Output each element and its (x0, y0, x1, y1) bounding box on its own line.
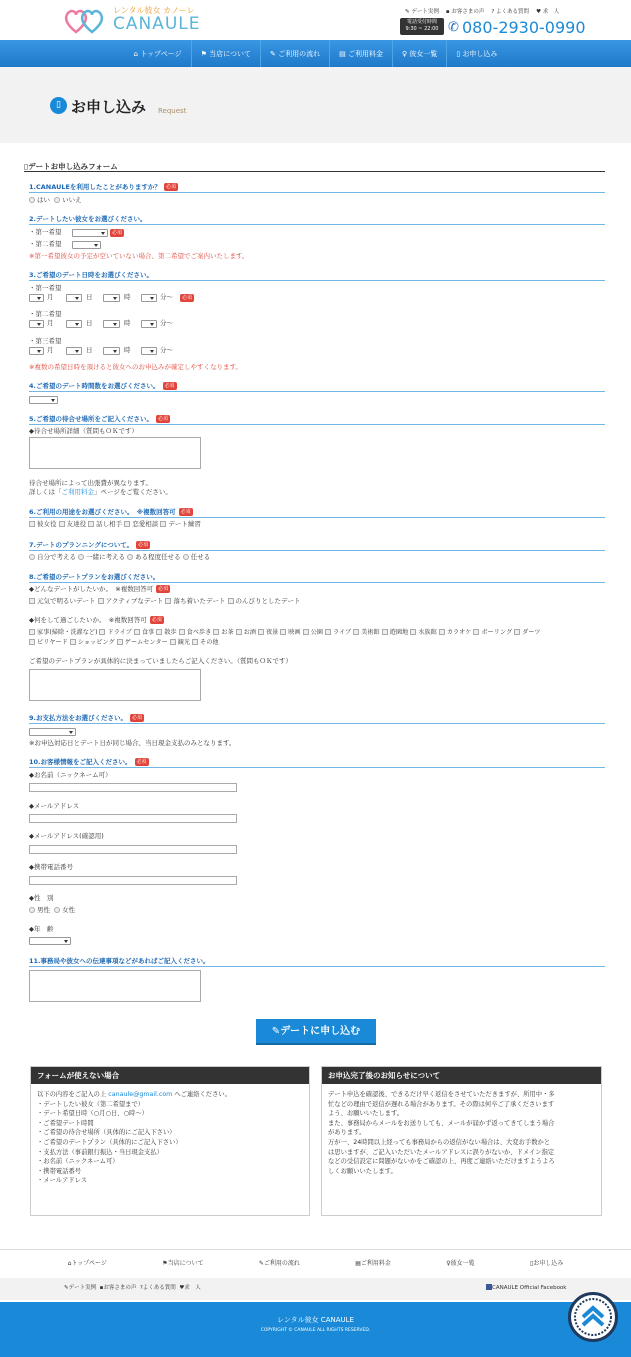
phone-icon: ✆ (448, 20, 459, 35)
link-recruit[interactable]: ♥求 人 (179, 1285, 201, 1291)
q8-check[interactable]: のんびりとしたデート (228, 597, 301, 605)
completion-info-text (322, 1084, 601, 1182)
q4-hours-select[interactable] (29, 396, 58, 404)
nav-price[interactable]: ▤ ご利用料金 (329, 40, 392, 67)
q5-label: ◆待合せ場所詳細（質問もＯＫです） (29, 427, 138, 435)
q5-note-1: 待合せ場所によって出張費が異なります。 (29, 479, 152, 487)
q1-options (29, 196, 82, 205)
footer-nav-about[interactable]: ⚑当店について (162, 1260, 204, 1267)
divider (29, 280, 605, 281)
mobile-icon: ▯ (50, 97, 67, 114)
q7-radio[interactable]: ある程度任せる (127, 553, 181, 561)
option-label: 家事(掃除・洗濯など) (37, 629, 98, 636)
link-recruit[interactable]: ♥ 求 人 (536, 9, 560, 15)
divider (29, 391, 605, 392)
email-confirm-input[interactable] (29, 845, 237, 854)
nav-request[interactable]: ▯ お申し込み (446, 40, 506, 67)
q7-radio[interactable]: 任せる (183, 553, 211, 561)
nav-about[interactable]: ⚑ 当店について (191, 40, 260, 67)
fallback-item: ・支払方法（事前銀行振込・当日現金支払） (37, 1148, 163, 1156)
q8-check[interactable] (29, 639, 68, 646)
info-line: は思いますが、ご記入いただいたメールアドレスに誤りがないか、ドメイン指定 (328, 1148, 555, 1156)
message-textarea[interactable] (29, 970, 201, 1002)
q3-minute-select-3[interactable] (141, 347, 157, 355)
q2-first-select[interactable] (72, 229, 108, 237)
nav-flow[interactable]: ✎ ご利用の流れ (260, 40, 329, 67)
q8-check[interactable] (514, 629, 540, 636)
tel-input[interactable] (29, 876, 237, 885)
name-input[interactable] (29, 783, 237, 792)
email-confirm-label: ◆メールアドレス(確認用) (29, 832, 104, 840)
minute-label: 分〜 (160, 293, 173, 301)
q8-check[interactable] (303, 629, 323, 636)
q8-check[interactable] (439, 629, 472, 636)
q3-label-1: ・第一希望 (29, 284, 62, 292)
date-plan-textarea[interactable] (29, 669, 201, 701)
option-label: ライブ (332, 629, 352, 636)
q3-day-select-2[interactable] (66, 320, 82, 328)
option-label: お茶 (221, 629, 234, 636)
info-line: しくお願いいたします。 (328, 1167, 397, 1175)
fallback-item-list (37, 1100, 303, 1186)
email-input[interactable] (29, 814, 237, 823)
q3-day-select-3[interactable] (66, 347, 82, 355)
link-faq[interactable]: ?よくある質問 (139, 1285, 176, 1291)
q1-radio-no[interactable]: いいえ (52, 196, 82, 204)
option-label: ビリヤード (37, 639, 68, 646)
q8-check[interactable] (117, 639, 168, 646)
age-select[interactable] (29, 937, 71, 945)
q3-month-select-2[interactable] (29, 320, 44, 328)
q2-first-label: ・第一希望 (29, 228, 62, 236)
q3-label-2: ・第二希望 (29, 310, 62, 318)
q8-options-1 (29, 597, 301, 606)
link-customer-voice[interactable]: ▪ お客さまの声 (445, 9, 485, 15)
q5-note-2: 詳しくは「ご利用料金」ページをご覧ください。 (29, 488, 172, 496)
option-label: 水族館 (418, 629, 437, 636)
q8-check[interactable] (382, 629, 409, 636)
option-label: ゲームセンター (124, 639, 168, 646)
main-nav (0, 40, 631, 67)
q3-minute-select-1[interactable] (141, 294, 157, 302)
option-label: 美術館 (361, 629, 380, 636)
completion-info-heading: お申込完了後のお知らせについて (322, 1067, 601, 1084)
option-label: カラオケ (446, 629, 472, 636)
option-label: 映画 (288, 629, 301, 636)
q3-hour-select-2[interactable] (103, 320, 120, 328)
divider (29, 192, 605, 193)
q3-hour-select-1[interactable] (103, 294, 120, 302)
q3-heading: 3.ご希望のデート日時をお選びください。 (29, 271, 153, 279)
day-label: 日 (86, 293, 93, 301)
fallback-item: ・お名前（ニックネーム可） (37, 1158, 119, 1166)
q2-note: ※第一希望彼女の予定が空いていない場合、第二希望でご案内いたします。 (29, 252, 249, 260)
info-line: デート申込を確認後、できるだけ早く返信をさせていただきますが、所用中・多 (328, 1091, 555, 1098)
fallback-item: ・ご希望の待合せ場所（具体的にご記入下さい） (37, 1129, 176, 1137)
phone-hours-badge: 電話受付時間 9:30 ~ 22:00 (400, 18, 444, 35)
q7-options (29, 553, 210, 562)
divider (29, 767, 605, 768)
q7-radio[interactable]: 一緒に考える (78, 553, 125, 561)
divider (29, 582, 605, 583)
q5-heading: 5.ご希望の待合せ場所をご記入ください。 必須 (29, 415, 169, 423)
footer-sublinks (64, 1284, 201, 1293)
logo-subtitle[interactable]: レンタル彼女 カノーレ (113, 6, 195, 15)
minute-label: 分〜 (160, 319, 173, 327)
email-label: ◆メールアドレス (29, 802, 80, 810)
q11-heading: 11.事務局や彼女への伝達事項などがあればご記入ください。 (29, 957, 210, 965)
q3-note: ※複数の希望日時を頂けると彼女へのお申込みが確定しやすくなります。 (29, 363, 242, 371)
month-label: 月 (47, 319, 54, 327)
q8-check[interactable] (179, 629, 212, 636)
money-icon: ▤ (339, 49, 346, 58)
copyright: COPYRIGHT © CANAULE ALL RIGHTS RESERVED. (260, 1328, 371, 1333)
gender-radio-male[interactable]: 男性 (29, 906, 50, 914)
q6-check[interactable]: 友達役 (59, 520, 87, 528)
q7-radio[interactable]: 自分で考える (29, 553, 76, 561)
page-title-en: Request (158, 107, 187, 115)
q8-check[interactable] (29, 629, 98, 636)
nav-girls[interactable]: ♀ 彼女一覧 (392, 40, 446, 67)
q7-heading: 7.デートのプランニングについて。 必須 (29, 541, 149, 549)
divider (29, 723, 605, 724)
info-line: 忙などの理由で返信が遅れる場合があります。その際は何卒ご了承くださいます (328, 1100, 555, 1108)
name-label: ◆お名前（ニックネーム可） (29, 771, 112, 779)
q8-free-label: ご希望のデートプランが具体的に決まっていましたらご記入ください。（質問もＯＫです） (29, 657, 293, 665)
option-label: 夜景 (265, 629, 279, 636)
form-title: ▯デートお申し込みフォーム (24, 162, 118, 171)
q8-check[interactable] (410, 629, 437, 636)
site-header (0, 0, 631, 40)
option-label: ボーリング (481, 629, 513, 636)
option-label: 食べ歩き (186, 629, 212, 636)
q6-check[interactable]: デート練習 (160, 520, 201, 528)
q10-heading: 10.お客様情報をご記入ください。 必須 (29, 758, 147, 766)
gender-label: ◆性 別 (29, 894, 54, 902)
option-label: お酒 (243, 629, 256, 636)
footer-bottom (0, 1302, 631, 1357)
divider (29, 224, 605, 225)
footer-nav-girls[interactable]: ♀彼女一覧 (446, 1260, 475, 1267)
divider (24, 171, 605, 172)
page-top-button[interactable] (568, 1292, 618, 1342)
divider (29, 424, 605, 425)
q2-heading: 2.デートしたい彼女をお選びください。 (29, 215, 147, 223)
completion-info-box (321, 1066, 602, 1216)
q3-month-select-1[interactable] (29, 294, 44, 302)
month-label: 月 (47, 346, 54, 354)
info-line: よう、お願いいたします。 (328, 1110, 404, 1118)
q8-check[interactable] (99, 629, 131, 636)
chevron-up-icon (571, 1295, 615, 1339)
link-date-examples[interactable]: ✎ デート実例 (405, 9, 439, 15)
q8-check[interactable] (258, 629, 278, 636)
required-badge: 必須 (112, 230, 123, 236)
facebook-link[interactable]: CANAULE Official Facebook (486, 1284, 566, 1293)
day-label: 日 (86, 346, 93, 354)
info-line: があります。 (328, 1129, 366, 1137)
option-label: 公園 (310, 629, 323, 636)
mobile-icon: ▯ (456, 49, 461, 58)
q6-check[interactable]: 話し相手 (88, 520, 122, 528)
q6-options (29, 520, 201, 529)
footer-nav-flow[interactable]: ✎ご利用の流れ (258, 1260, 300, 1267)
q8-check[interactable] (156, 629, 176, 636)
q8-check[interactable] (325, 629, 351, 636)
q8-sub-1: ◆どんなデートがしたいか。 ※複数回答可 必須 (29, 585, 169, 593)
link-date-examples[interactable]: ✎デート実例 (64, 1285, 97, 1291)
footer-nav-price[interactable]: ▤ご利用料金 (355, 1260, 391, 1267)
header-links (405, 7, 559, 15)
logo-text[interactable]: CANAULE (113, 14, 201, 34)
option-label: ダーツ (522, 629, 541, 636)
q1-radio-yes[interactable]: はい (29, 196, 50, 204)
q8-check[interactable] (236, 629, 256, 636)
divider (29, 550, 605, 551)
q8-check[interactable] (353, 629, 380, 636)
gender-options (29, 906, 75, 915)
q8-check[interactable] (192, 639, 219, 646)
link-faq[interactable]: ? よくある質問 (491, 9, 530, 15)
age-label: ◆年 齢 (29, 925, 54, 933)
q1-heading: 1.CANAULEを利用したことがありますか？ 必須 (29, 183, 176, 191)
nav-top[interactable]: ⌂ トップページ (133, 49, 182, 58)
q8-heading: 8.ご希望のデートプランをお選びください。 (29, 573, 160, 581)
q9-heading: 9.お支払方法をお選びください。 必須 (29, 714, 143, 722)
q6-heading: 6.ご利用の用途をお選びください。 ※複数回答可 必須 (29, 508, 191, 516)
q4-heading: 4.ご希望のデート時間数をお選びください。 必須 (29, 382, 175, 390)
q8-check[interactable] (134, 629, 154, 636)
fallback-intro: 以下の内容をご記入の上 canaule@gmail.com へご連絡ください。 (37, 1091, 231, 1098)
fallback-item: ・デートしたい彼女（第二希望まで） (37, 1100, 145, 1108)
q3-hour-select-3[interactable] (103, 347, 120, 355)
footer-links (0, 1278, 631, 1300)
q8-options-2a (29, 628, 540, 637)
tel-label: ◆携帯電話番号 (29, 863, 73, 871)
home-icon: ⌂ (133, 49, 138, 58)
q6-check[interactable]: 彼女役 (29, 520, 57, 528)
info-line: また、事務局からメールをお送りしても、メールが届かず返ってきてしまう場合 (328, 1119, 555, 1127)
q6-check[interactable]: 恋愛相談 (124, 520, 158, 528)
price-page-link[interactable]: ご利用料金 (61, 488, 94, 496)
payment-select[interactable] (29, 728, 76, 736)
q8-sub-2: ◆何をして過ごしたいか。 ※複数回答可 必須 (29, 616, 162, 624)
link-customer-voice[interactable]: ▪お客さまの声 (99, 1285, 137, 1291)
minute-label: 分〜 (160, 346, 173, 354)
fallback-info-heading: フォームが使えない場合 (31, 1067, 309, 1084)
gender-radio-female[interactable]: 女性 (52, 906, 75, 914)
divider (29, 966, 605, 967)
q3-label-3: ・第三希望 (29, 337, 62, 345)
info-line: 万が一、24時間以上経っても事務局からの返信がない場合は、大変お手数かと (328, 1138, 551, 1146)
option-label: ドライブ (107, 629, 132, 636)
fallback-item: ・ご希望のデートプラン（具体的にご記入下さい） (37, 1138, 182, 1146)
logo-hearts-icon[interactable] (64, 8, 108, 34)
day-label: 日 (86, 319, 93, 327)
flag-icon: ⚑ (200, 49, 207, 58)
q8-check[interactable] (473, 629, 512, 636)
fallback-item: ・携帯電話番号 (37, 1167, 82, 1175)
q8-options-2b (29, 638, 219, 647)
edit-icon: ✎ (270, 49, 276, 58)
footer-nav-top[interactable]: ⌂トップページ (67, 1260, 107, 1267)
person-icon: ♀ (401, 49, 408, 58)
option-label: その他 (200, 639, 219, 646)
hour-label: 時 (124, 319, 131, 327)
phone-number[interactable]: 080-2930-0990 (462, 18, 586, 37)
option-label: 遊園地 (389, 629, 409, 636)
option-label: 食事 (141, 629, 155, 636)
contact-email-link[interactable]: canaule@gmail.com (108, 1091, 173, 1098)
hour-label: 時 (124, 346, 131, 354)
q8-check[interactable] (280, 629, 300, 636)
option-label: ショッピング (77, 639, 115, 646)
divider (29, 517, 605, 518)
footer-brand: レンタル彼女 CANAULE (277, 1316, 354, 1324)
footer-nav (0, 1249, 631, 1275)
submit-button[interactable]: ✎デートに申し込む (256, 1019, 376, 1045)
fallback-item: ・デート希望日時（○月○日、○時〜） (37, 1110, 148, 1118)
q9-note: ※お申込対応日とデート日が同じ場合、当日現金支払のみとなります。 (29, 739, 236, 747)
q8-check[interactable] (170, 639, 190, 646)
required-badge: 必須 (182, 295, 193, 301)
footer-nav-request[interactable]: ▯お申し込み (529, 1260, 564, 1267)
q8-check[interactable]: アクティブなデート (98, 597, 164, 605)
q3-day-select-1[interactable] (66, 294, 82, 302)
hour-label: 時 (124, 293, 131, 301)
fallback-info-box (30, 1066, 310, 1216)
page-title: お申し込み (71, 98, 147, 116)
fallback-item: ・ご希望デート時間 (37, 1119, 94, 1127)
info-line: などの受信設定に問題がないかをご確認の上、再度ご連絡いただけますようよろ (328, 1158, 555, 1166)
q8-check[interactable]: 落ち着いたデート (165, 597, 225, 605)
q8-check[interactable] (213, 629, 233, 636)
month-label: 月 (47, 293, 54, 301)
q8-check[interactable]: 元気で明るいデート (29, 597, 96, 605)
meeting-place-textarea[interactable] (29, 437, 201, 469)
fallback-item: ・メールアドレス (37, 1177, 88, 1185)
q3-month-select-3[interactable] (29, 347, 44, 355)
option-label: 散歩 (164, 629, 177, 636)
q2-second-select[interactable] (72, 241, 101, 249)
q8-check[interactable] (70, 639, 115, 646)
pencil-icon: ✎ (271, 1026, 281, 1037)
q3-minute-select-2[interactable] (141, 320, 157, 328)
option-label: 観光 (177, 639, 191, 646)
q2-second-label: ・第二希望 (29, 240, 62, 248)
